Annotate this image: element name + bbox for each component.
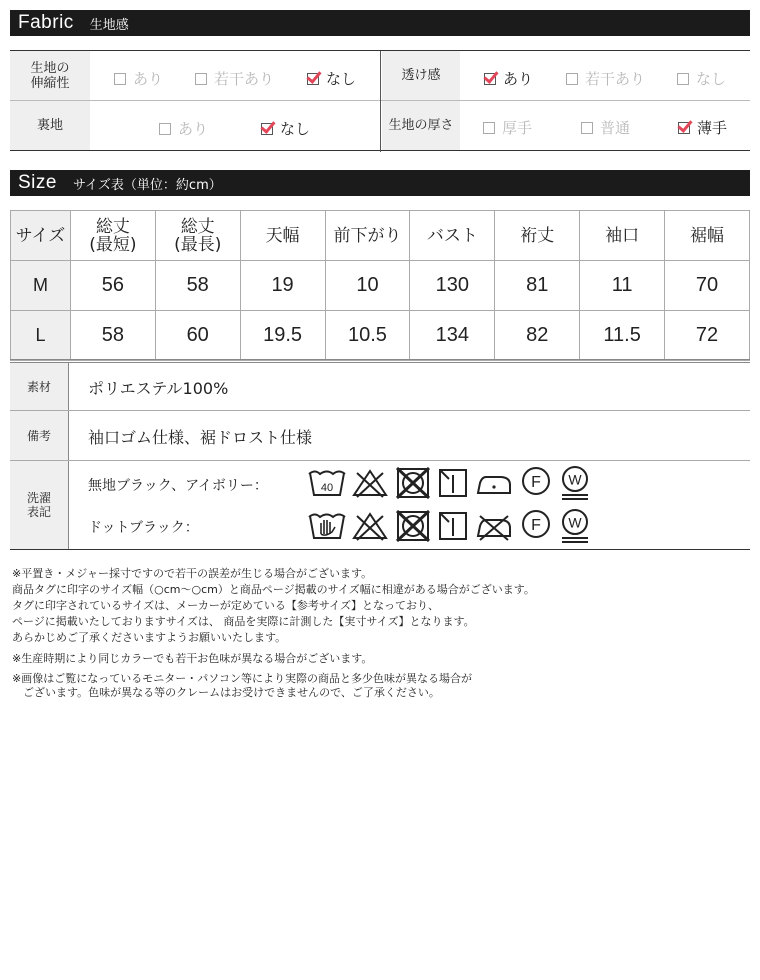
size-row-l bbox=[11, 311, 750, 361]
size-section-header bbox=[10, 170, 750, 196]
checked-checkbox-icon bbox=[307, 73, 319, 85]
size-header-row bbox=[11, 211, 750, 261]
size-table bbox=[10, 210, 750, 361]
stretch-option-no bbox=[307, 68, 356, 89]
option-label: 若干あり bbox=[214, 70, 275, 88]
checkbox-icon bbox=[195, 73, 207, 85]
size-cell: 81 bbox=[495, 261, 580, 311]
option-label: 若干あり bbox=[585, 70, 646, 88]
size-title-jp: サイズ表（単位：約cm） bbox=[72, 177, 222, 193]
lining-label: 裏地 bbox=[10, 101, 90, 150]
fabric-table bbox=[10, 50, 750, 151]
size-cell: 19.5 bbox=[240, 311, 325, 361]
checkbox-icon bbox=[581, 122, 593, 134]
no-iron-icon bbox=[474, 510, 514, 542]
option-label: なし bbox=[280, 120, 311, 138]
wet-clean-letter: W bbox=[568, 471, 582, 488]
size-row-m bbox=[11, 261, 750, 311]
fabric-divider bbox=[380, 51, 381, 152]
wash-40-icon bbox=[308, 467, 346, 499]
note-line: ※平置き・メジャー採寸ですので若干の誤差が生じる場合がございます。 bbox=[12, 567, 373, 580]
wet-clean-w-icon bbox=[558, 508, 592, 544]
wet-clean-letter: W bbox=[568, 514, 582, 531]
care-line-dot: ドットブラック： bbox=[88, 520, 199, 536]
checkbox-icon bbox=[677, 73, 689, 85]
material-row bbox=[10, 363, 750, 411]
material-value: ポリエステル100% bbox=[88, 379, 229, 398]
dry-clean-letter: F bbox=[531, 474, 541, 491]
fabric-section-header bbox=[10, 10, 750, 36]
fabric-title-en: Fabric bbox=[18, 12, 74, 33]
size-cell: 60 bbox=[155, 311, 240, 361]
sheer-option-yes bbox=[484, 68, 533, 89]
size-header-cell: 裄丈 bbox=[495, 211, 580, 261]
thickness-option-thin bbox=[678, 117, 727, 138]
no-bleach-icon bbox=[351, 467, 389, 499]
size-cell: 70 bbox=[665, 261, 750, 311]
size-cell: 11 bbox=[580, 261, 665, 311]
checkbox-icon bbox=[483, 122, 495, 134]
checked-checkbox-icon bbox=[484, 73, 496, 85]
size-header-cell: 前下がり bbox=[325, 211, 410, 261]
option-label: 薄手 bbox=[697, 119, 728, 137]
size-cell: 58 bbox=[70, 311, 155, 361]
option-label: あり bbox=[503, 70, 534, 88]
size-cell: 56 bbox=[70, 261, 155, 311]
stretch-option-slight bbox=[195, 68, 274, 89]
size-cell: M bbox=[11, 261, 71, 311]
size-header-cell: 天幅 bbox=[240, 211, 325, 261]
note-line: 商品タグに印字のサイズ幅（○cm〜○cm）と商品ページ掲載のサイズ幅に相違がある場合がございます。 bbox=[12, 583, 535, 596]
line-dry-shade-icon bbox=[437, 467, 469, 499]
dry-clean-f-icon bbox=[519, 466, 553, 500]
wash-temp-label: 40 bbox=[320, 482, 334, 494]
size-header-cell: 総丈 (最短) bbox=[70, 211, 155, 261]
material-label: 素材 bbox=[10, 363, 69, 410]
size-cell: 58 bbox=[155, 261, 240, 311]
stretch-label: 生地の 伸縮性 bbox=[10, 51, 90, 100]
care-line-solid: 無地ブラック、アイボリー： bbox=[88, 478, 268, 494]
notes-row bbox=[10, 411, 750, 461]
option-label: 普通 bbox=[600, 119, 631, 137]
care-icons-solid bbox=[308, 465, 597, 501]
size-title-en: Size bbox=[18, 172, 57, 193]
option-label: 厚手 bbox=[502, 119, 533, 137]
checked-checkbox-icon bbox=[261, 123, 273, 135]
hand-wash-icon bbox=[308, 510, 346, 542]
thickness-option-normal bbox=[581, 117, 630, 138]
sheer-option-slight bbox=[566, 68, 645, 89]
no-tumble-dry-icon bbox=[394, 467, 432, 499]
note-line: ございます。色味が異なる等のクレームはお受けできませんので、ご了承ください。 bbox=[12, 686, 440, 699]
dry-clean-f-icon bbox=[519, 509, 553, 543]
size-header-cell: サイズ bbox=[11, 211, 71, 261]
no-bleach-icon bbox=[351, 510, 389, 542]
size-cell: 82 bbox=[495, 311, 580, 361]
size-cell: 72 bbox=[665, 311, 750, 361]
care-icons-dot bbox=[308, 508, 597, 544]
size-cell: 11.5 bbox=[580, 311, 665, 361]
no-tumble-dry-icon bbox=[394, 510, 432, 542]
checkbox-icon bbox=[566, 73, 578, 85]
note-line: ページに掲載いたしておりますサイズは、 商品を実際に計測した【実寸サイズ】となります。 bbox=[12, 615, 475, 628]
lining-option-yes bbox=[159, 118, 208, 139]
note-line: ※生産時期により同じカラーでも若干お色味が異なる場合がございます。 bbox=[12, 652, 373, 665]
size-header-cell: 総丈 (最長) bbox=[155, 211, 240, 261]
stretch-option-yes bbox=[114, 68, 163, 89]
care-row bbox=[10, 461, 750, 550]
size-cell: 19 bbox=[240, 261, 325, 311]
lining-option-no bbox=[261, 118, 310, 139]
checkbox-icon bbox=[159, 123, 171, 135]
wet-clean-w-icon bbox=[558, 465, 592, 501]
note-line: タグに印字されているサイズは、メーカーが定めている【参考サイズ】となっており、 bbox=[12, 599, 440, 612]
size-cell: L bbox=[11, 311, 71, 361]
size-header-cell: 袖口 bbox=[580, 211, 665, 261]
sheer-label: 透け感 bbox=[382, 51, 460, 100]
option-label: あり bbox=[133, 70, 164, 88]
size-cell: 130 bbox=[410, 261, 495, 311]
size-cell: 134 bbox=[410, 311, 495, 361]
note-line: あらかじめご了承くださいますようお願いいたします。 bbox=[12, 631, 287, 644]
option-label: なし bbox=[326, 70, 357, 88]
thickness-option-thick bbox=[483, 117, 532, 138]
notes-label: 備考 bbox=[10, 411, 69, 460]
info-table bbox=[10, 363, 750, 550]
option-label: なし bbox=[696, 70, 727, 88]
size-header-cell: バスト bbox=[410, 211, 495, 261]
fabric-title-jp: 生地感 bbox=[89, 17, 129, 33]
option-label: あり bbox=[178, 120, 209, 138]
care-label: 洗濯 表記 bbox=[10, 461, 69, 549]
checkbox-icon bbox=[114, 73, 126, 85]
size-header-cell: 裾幅 bbox=[665, 211, 750, 261]
disclaimer-notes bbox=[12, 566, 535, 700]
line-dry-shade-icon bbox=[437, 510, 469, 542]
sheer-option-no bbox=[677, 68, 726, 89]
size-cell: 10.5 bbox=[325, 311, 410, 361]
thickness-label: 生地の厚さ bbox=[382, 101, 460, 150]
dry-clean-letter: F bbox=[531, 517, 541, 534]
size-cell: 10 bbox=[325, 261, 410, 311]
iron-low-icon bbox=[474, 467, 514, 499]
checked-checkbox-icon bbox=[678, 122, 690, 134]
notes-value: 袖口ゴム仕様、裾ドロスト仕様 bbox=[88, 428, 313, 447]
note-line: ※画像はご覧になっているモニター・パソコン等により実際の商品と多少色味が異なる場合が bbox=[12, 672, 472, 685]
